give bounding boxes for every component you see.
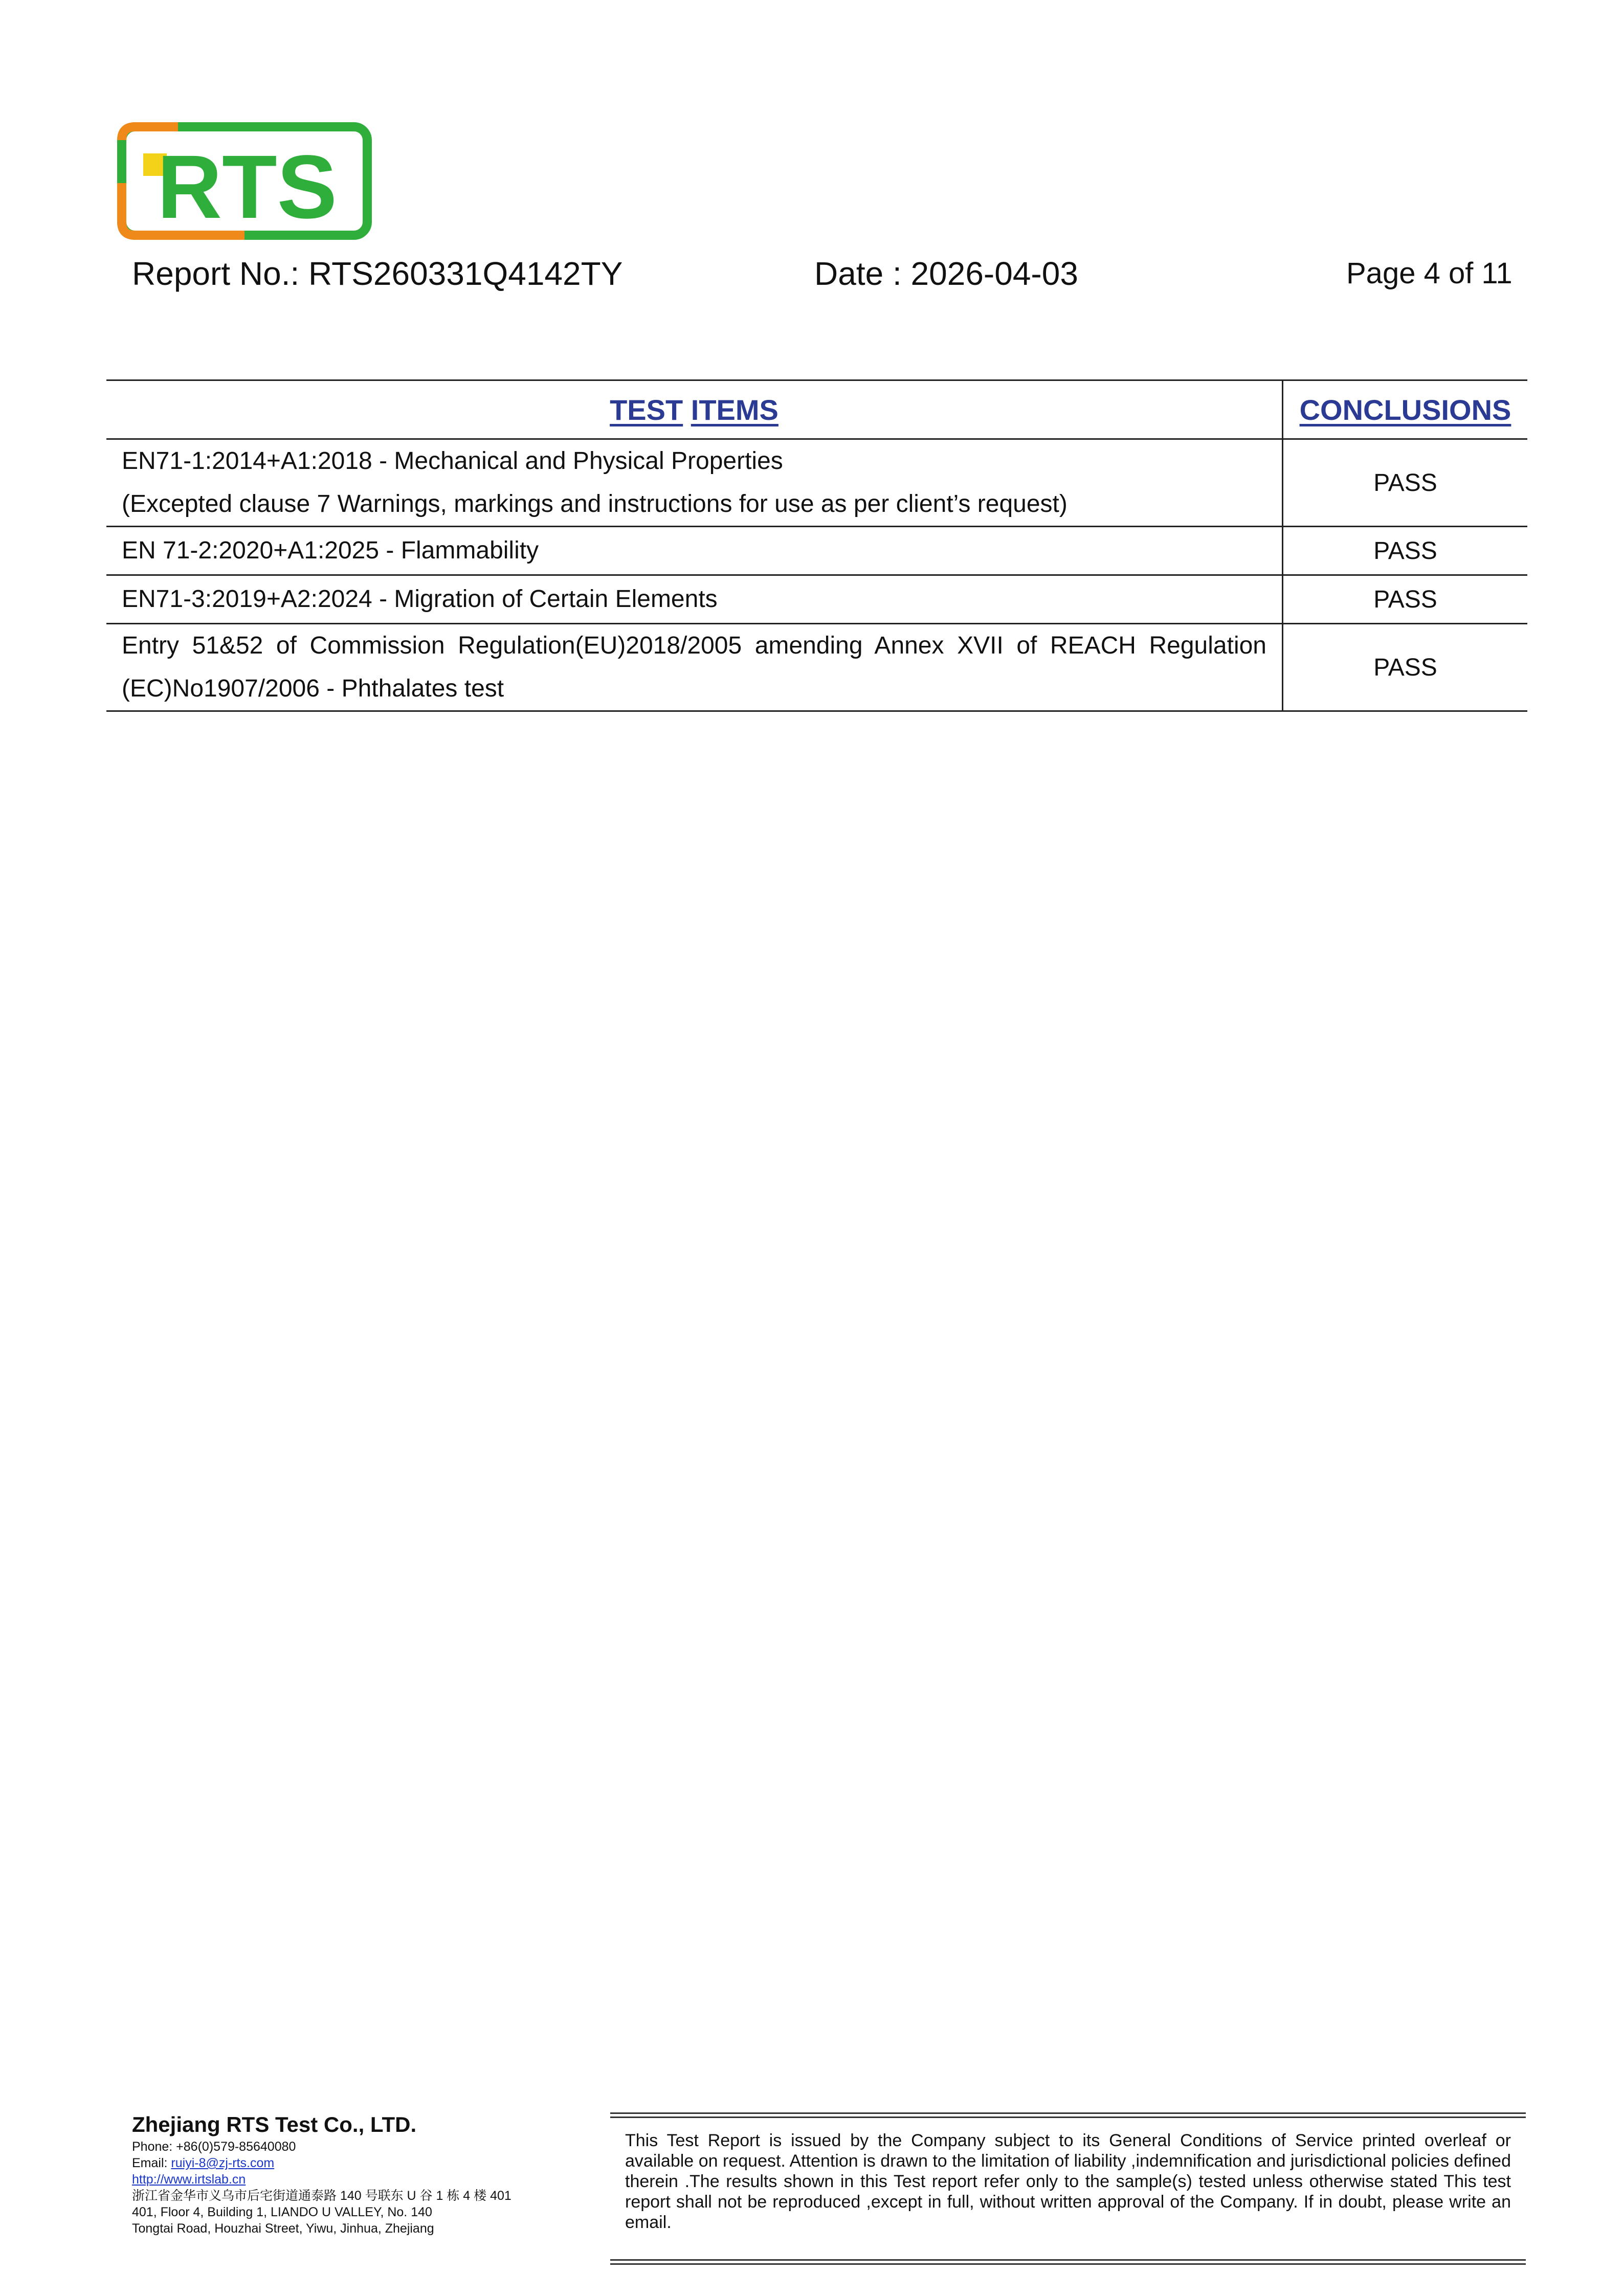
conclusion: PASS [1283, 439, 1528, 527]
company-email: Email: ruiyi-8@zj-rts.com [132, 2156, 275, 2170]
test-item-line: (EC)No1907/2006 - Phthalates test [122, 675, 504, 702]
test-item [106, 527, 1283, 575]
company-phone: Phone: +86(0)579-85640080 [132, 2140, 296, 2154]
address-line-2: Tongtai Road, Houzhai Street, Yiwu, Jinhua, Zhejiang [132, 2221, 434, 2236]
footer-rule-bottom [610, 2263, 1526, 2265]
company-info [132, 2111, 592, 2237]
header-items: ITEMS [691, 393, 778, 426]
website-link[interactable]: http://www.irtslab.cn [132, 2172, 246, 2187]
table-row [106, 575, 1527, 624]
conclusion: PASS [1283, 527, 1528, 575]
test-item [106, 624, 1283, 711]
table-header-row [106, 380, 1527, 439]
rts-logo [117, 122, 372, 240]
header-test-items [106, 380, 1283, 439]
report-date: Date : 2026-04-03 [814, 255, 1078, 292]
address-chinese: 浙江省金华市义乌市后宅街道通泰路 140 号联东 U 谷 1 栋 4 楼 401 [132, 2189, 511, 2203]
table-row [106, 439, 1527, 527]
company-name: Zhejiang RTS Test Co., LTD. [132, 2112, 417, 2136]
test-item [106, 575, 1283, 624]
test-item [106, 439, 1283, 527]
email-link[interactable]: ruiyi-8@zj-rts.com [171, 2156, 275, 2170]
table-row [106, 624, 1527, 711]
test-item-line: Entry 51&52 of Commission Regulation(EU)2018/2005 amending Annex XVII of REACH Regulation [122, 632, 1266, 659]
conclusion: PASS [1283, 624, 1528, 711]
header-test: TEST [610, 393, 683, 426]
logo-text: RTS [157, 137, 337, 237]
footer-rule-top [610, 2112, 1526, 2114]
conclusion: PASS [1283, 575, 1528, 624]
disclaimer-text: This Test Report is issued by the Company subject to its General Conditions of Service printed overleaf or available on request. Attention is drawn to the limitation of liability ,indemnification and jurisdictional policies defined therein .The results shown in this Test report refer only to the sample(s) tested unless otherwise stated This test report shall not be reproduced ,except in full, without written approval of the Company. If in doubt, please write an email. [625, 2131, 1511, 2232]
test-item-line: EN 71-2:2020+A1:2025 - Flammability [122, 537, 539, 564]
results-table [106, 379, 1527, 712]
address-line-1: 401, Floor 4, Building 1, LIANDO U VALLEY, No. 140 [132, 2205, 432, 2219]
report-number: Report No.: RTS260331Q4142TY [132, 255, 623, 292]
page-number: Page 4 of 11 [1346, 257, 1512, 290]
test-item-line: EN71-1:2014+A1:2018 - Mechanical and Physical Properties [122, 447, 783, 475]
footer-rule-bottom [610, 2259, 1526, 2261]
header-conclusions: CONCLUSIONS [1283, 380, 1528, 439]
footer-rule-top [610, 2117, 1526, 2118]
table-row [106, 527, 1527, 575]
test-item-line: (Excepted clause 7 Warnings, markings and instructions for use as per client’s request) [122, 490, 1067, 517]
test-item-line: EN71-3:2019+A2:2024 - Migration of Certain Elements [122, 586, 718, 613]
